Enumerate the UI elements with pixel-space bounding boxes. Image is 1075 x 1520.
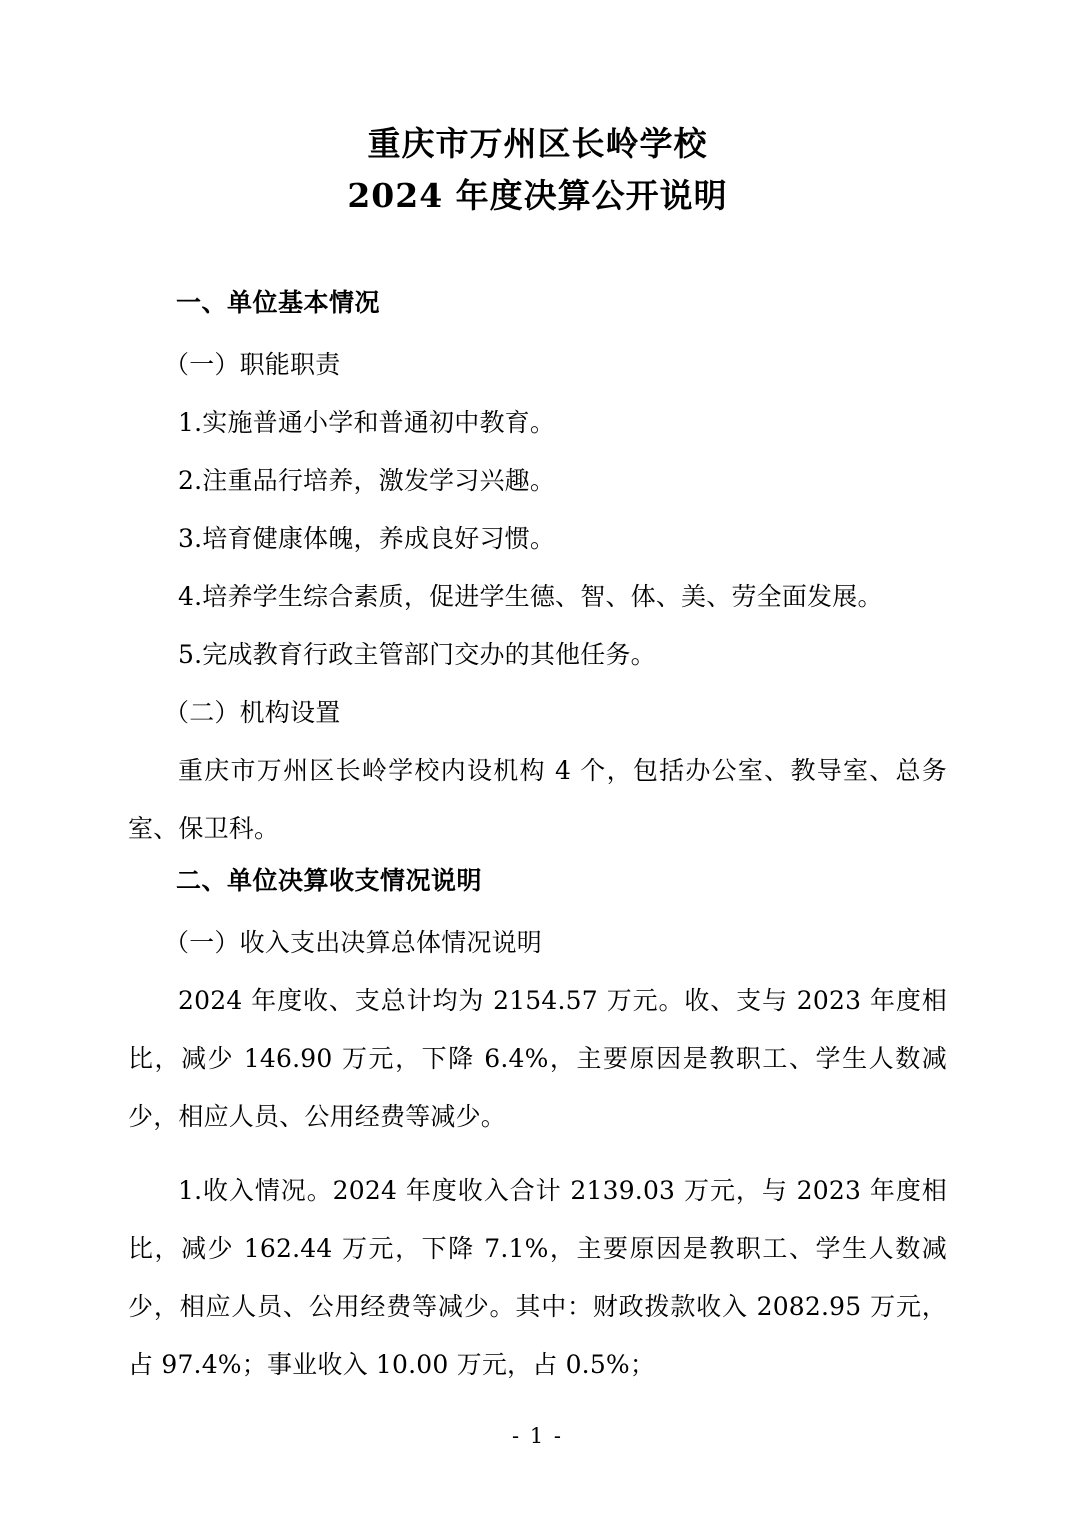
- paragraph-item-3: 3.培育健康体魄，养成良好习惯。: [178, 524, 556, 553]
- spacer: [128, 326, 947, 336]
- page-title: [128, 118, 947, 222]
- title-spacer: [128, 222, 947, 280]
- subsection-heading-1-1: （一）职能职责: [164, 350, 341, 379]
- paragraph-item-5: 5.完成教育行政主管部门交办的其他任务。: [178, 640, 656, 669]
- paragraph-income-detail: 1.收入情况。2024 年度收入合计 2139.03 万元，与 2023 年度相比，减少 162.44 万元，下降 7.1%，主要原因是教职工、学生人数减少，相应人员、公用经费等减少。其中：财政拨款收入 2082.95 万元，占 97.4%；事业收入 10.00 万元，占 0.5%；: [128, 1176, 947, 1379]
- paragraph-item-1: 1.实施普通小学和普通初中教育。: [178, 408, 556, 437]
- spacer: [128, 904, 947, 914]
- section-heading-2: 二、单位决算收支情况说明: [176, 866, 483, 895]
- page-number: - 1 -: [512, 1424, 563, 1448]
- spacer: [128, 1146, 947, 1162]
- subsection-heading-1-2: （二）机构设置: [164, 698, 341, 727]
- paragraph-org-setup: 重庆市万州区长岭学校内设机构 4 个，包括办公室、教导室、总务室、保卫科。: [128, 756, 947, 843]
- section-heading-1: 一、单位基本情况: [176, 288, 381, 317]
- page-title-line-1: 重庆市万州区长岭学校: [367, 124, 708, 163]
- page-title-line-2: 2024 年度决算公开说明: [347, 176, 728, 215]
- paragraph-item-4: 4.培养学生综合素质，促进学生德、智、体、美、劳全面发展。: [178, 582, 883, 611]
- paragraph-item-2: 2.注重品行培养，激发学习兴趣。: [178, 466, 556, 495]
- subsection-heading-2-1: （一）收入支出决算总体情况说明: [164, 928, 543, 957]
- paragraph-total-revenue-expense: 2024 年度收、支总计均为 2154.57 万元。收、支与 2023 年度相比，减少 146.90 万元，下降 6.4%，主要原因是教职工、学生人数减少，相应人员、公用经费等减少。: [128, 986, 947, 1131]
